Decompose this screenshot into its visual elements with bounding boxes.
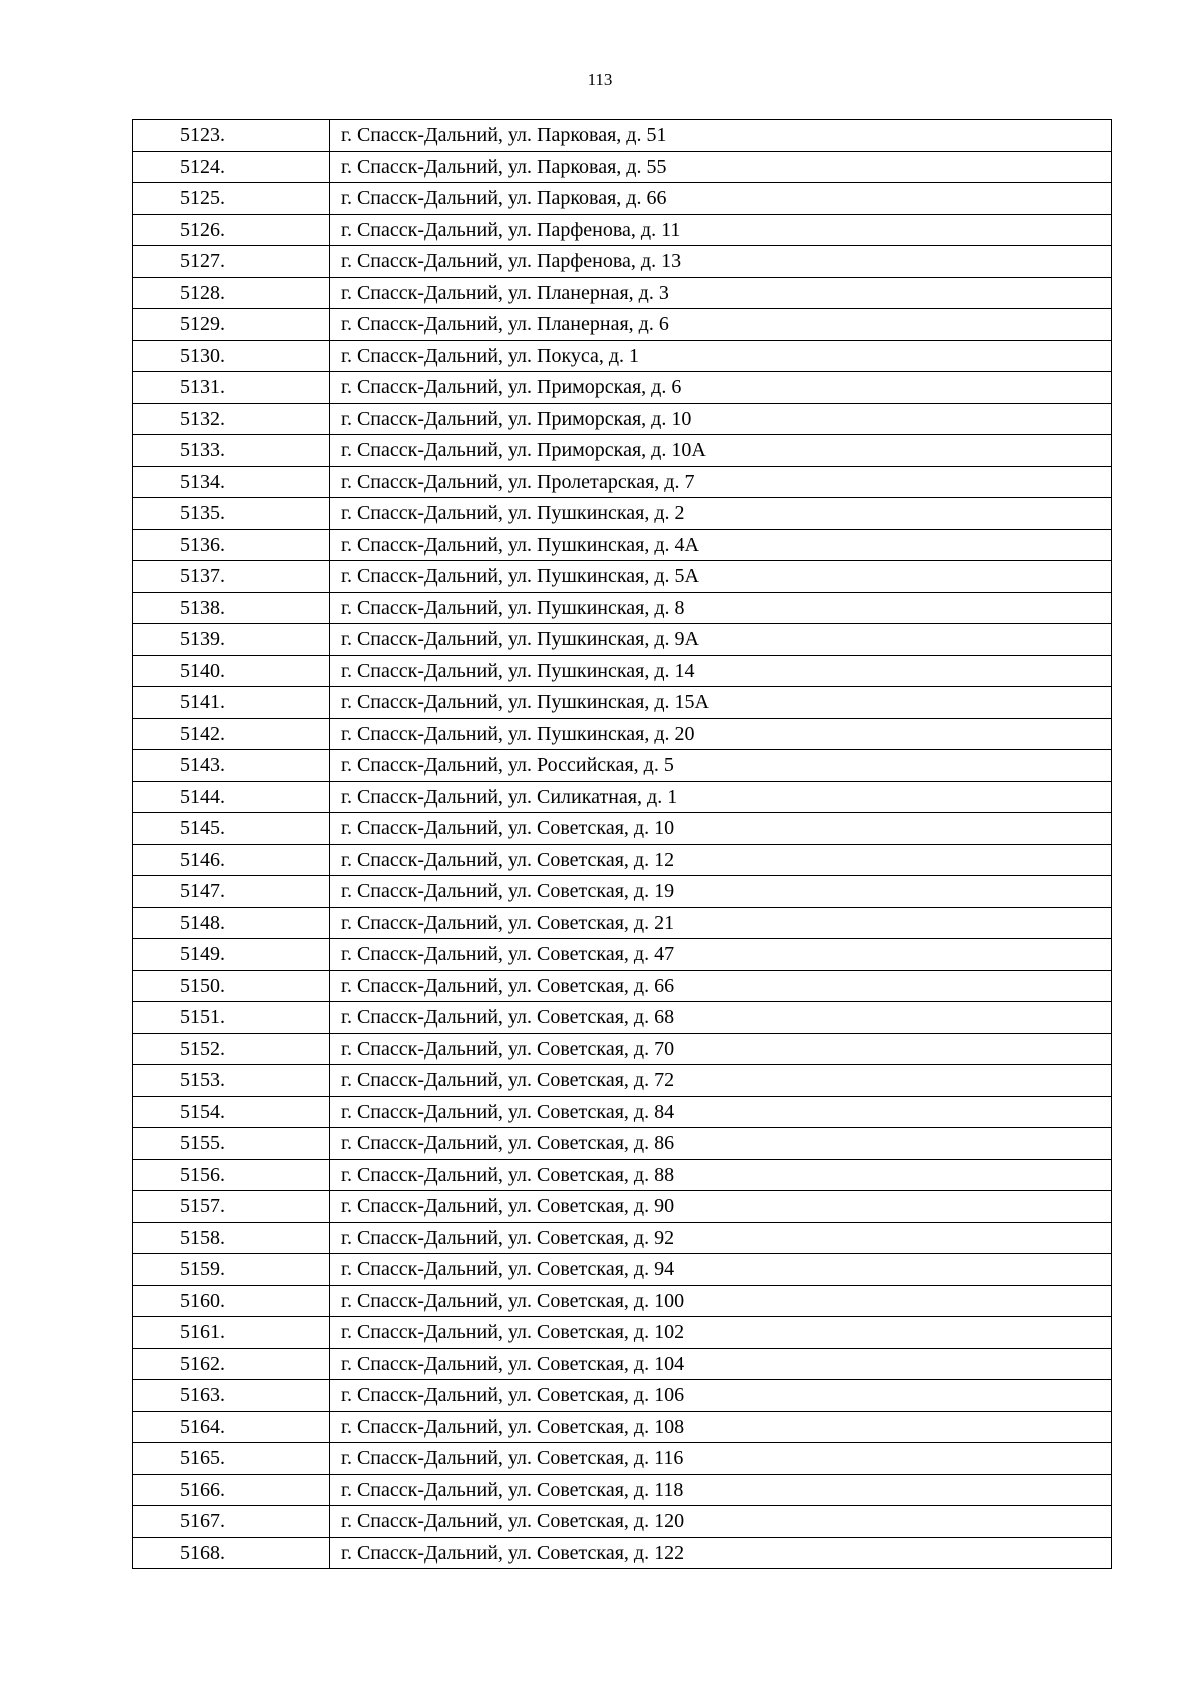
address-cell: г. Спасск-Дальний, ул. Пролетарская, д. 7 [330, 466, 1112, 498]
table-row [133, 1537, 1112, 1569]
row-number-cell: 5145. [133, 813, 330, 845]
address-cell: г. Спасск-Дальний, ул. Пушкинская, д. 14 [330, 655, 1112, 687]
row-number-cell: 5130. [133, 340, 330, 372]
address-cell: г. Спасск-Дальний, ул. Пушкинская, д. 15А [330, 687, 1112, 719]
table-row [133, 1443, 1112, 1475]
address-cell: г. Спасск-Дальний, ул. Силикатная, д. 1 [330, 781, 1112, 813]
row-number-cell: 5137. [133, 561, 330, 593]
address-cell: г. Спасск-Дальний, ул. Советская, д. 102 [330, 1317, 1112, 1349]
address-cell: г. Спасск-Дальний, ул. Приморская, д. 10А [330, 435, 1112, 467]
row-number-cell: 5149. [133, 939, 330, 971]
address-cell: г. Спасск-Дальний, ул. Советская, д. 116 [330, 1443, 1112, 1475]
table-row [133, 277, 1112, 309]
table-row [133, 183, 1112, 215]
row-number-cell: 5150. [133, 970, 330, 1002]
address-cell: г. Спасск-Дальний, ул. Планерная, д. 6 [330, 309, 1112, 341]
table-row [133, 214, 1112, 246]
address-cell: г. Спасск-Дальний, ул. Советская, д. 100 [330, 1285, 1112, 1317]
address-cell: г. Спасск-Дальний, ул. Советская, д. 122 [330, 1537, 1112, 1569]
address-cell: г. Спасск-Дальний, ул. Планерная, д. 3 [330, 277, 1112, 309]
row-number-cell: 5157. [133, 1191, 330, 1223]
table-row [133, 529, 1112, 561]
address-cell: г. Спасск-Дальний, ул. Пушкинская, д. 2 [330, 498, 1112, 530]
address-cell: г. Спасск-Дальний, ул. Пушкинская, д. 8 [330, 592, 1112, 624]
table-row [133, 1285, 1112, 1317]
table-row [133, 907, 1112, 939]
row-number-cell: 5131. [133, 372, 330, 404]
table-row [133, 340, 1112, 372]
row-number-cell: 5166. [133, 1474, 330, 1506]
row-number-cell: 5128. [133, 277, 330, 309]
table-row [133, 1506, 1112, 1538]
row-number-cell: 5147. [133, 876, 330, 908]
address-cell: г. Спасск-Дальний, ул. Советская, д. 72 [330, 1065, 1112, 1097]
row-number-cell: 5129. [133, 309, 330, 341]
table-row [133, 1411, 1112, 1443]
address-cell: г. Спасск-Дальний, ул. Парфенова, д. 13 [330, 246, 1112, 278]
row-number-cell: 5152. [133, 1033, 330, 1065]
row-number-cell: 5136. [133, 529, 330, 561]
row-number-cell: 5133. [133, 435, 330, 467]
row-number-cell: 5132. [133, 403, 330, 435]
row-number-cell: 5140. [133, 655, 330, 687]
address-cell: г. Спасск-Дальний, ул. Приморская, д. 10 [330, 403, 1112, 435]
address-cell: г. Спасск-Дальний, ул. Советская, д. 88 [330, 1159, 1112, 1191]
address-cell: г. Спасск-Дальний, ул. Советская, д. 106 [330, 1380, 1112, 1412]
table-row [133, 1159, 1112, 1191]
table-row [133, 718, 1112, 750]
address-cell: г. Спасск-Дальний, ул. Советская, д. 104 [330, 1348, 1112, 1380]
address-cell: г. Спасск-Дальний, ул. Советская, д. 118 [330, 1474, 1112, 1506]
address-cell: г. Спасск-Дальний, ул. Советская, д. 21 [330, 907, 1112, 939]
address-cell: г. Спасск-Дальний, ул. Пушкинская, д. 4А [330, 529, 1112, 561]
address-cell: г. Спасск-Дальний, ул. Советская, д. 66 [330, 970, 1112, 1002]
table-row [133, 1128, 1112, 1160]
row-number-cell: 5160. [133, 1285, 330, 1317]
address-cell: г. Спасск-Дальний, ул. Советская, д. 120 [330, 1506, 1112, 1538]
row-number-cell: 5161. [133, 1317, 330, 1349]
table-row [133, 1348, 1112, 1380]
address-cell: г. Спасск-Дальний, ул. Советская, д. 84 [330, 1096, 1112, 1128]
row-number-cell: 5163. [133, 1380, 330, 1412]
page-number: 113 [587, 70, 613, 89]
row-number-cell: 5138. [133, 592, 330, 624]
table-row [133, 1191, 1112, 1223]
address-cell: г. Спасск-Дальний, ул. Советская, д. 90 [330, 1191, 1112, 1223]
row-number-cell: 5146. [133, 844, 330, 876]
row-number-cell: 5162. [133, 1348, 330, 1380]
address-cell: г. Спасск-Дальний, ул. Парковая, д. 55 [330, 151, 1112, 183]
table-row [133, 372, 1112, 404]
address-cell: г. Спасск-Дальний, ул. Пушкинская, д. 20 [330, 718, 1112, 750]
table-row [133, 1254, 1112, 1286]
address-cell: г. Спасск-Дальний, ул. Пушкинская, д. 5А [330, 561, 1112, 593]
table-row [133, 435, 1112, 467]
address-cell: г. Спасск-Дальний, ул. Советская, д. 70 [330, 1033, 1112, 1065]
table-row [133, 655, 1112, 687]
address-cell: г. Спасск-Дальний, ул. Советская, д. 92 [330, 1222, 1112, 1254]
row-number-cell: 5126. [133, 214, 330, 246]
table-row [133, 970, 1112, 1002]
row-number-cell: 5135. [133, 498, 330, 530]
table-row [133, 498, 1112, 530]
row-number-cell: 5148. [133, 907, 330, 939]
table-row [133, 1222, 1112, 1254]
table-row [133, 466, 1112, 498]
address-cell: г. Спасск-Дальний, ул. Парфенова, д. 11 [330, 214, 1112, 246]
address-table-body [133, 120, 1112, 1569]
table-row [133, 1317, 1112, 1349]
address-table [132, 119, 1112, 1569]
address-cell: г. Спасск-Дальний, ул. Советская, д. 47 [330, 939, 1112, 971]
address-cell: г. Спасск-Дальний, ул. Российская, д. 5 [330, 750, 1112, 782]
table-row [133, 246, 1112, 278]
address-cell: г. Спасск-Дальний, ул. Покуса, д. 1 [330, 340, 1112, 372]
row-number-cell: 5124. [133, 151, 330, 183]
row-number-cell: 5142. [133, 718, 330, 750]
address-cell: г. Спасск-Дальний, ул. Советская, д. 68 [330, 1002, 1112, 1034]
row-number-cell: 5127. [133, 246, 330, 278]
row-number-cell: 5159. [133, 1254, 330, 1286]
table-row [133, 403, 1112, 435]
address-cell: г. Спасск-Дальний, ул. Приморская, д. 6 [330, 372, 1112, 404]
row-number-cell: 5164. [133, 1411, 330, 1443]
table-row [133, 939, 1112, 971]
table-row [133, 687, 1112, 719]
table-row [133, 876, 1112, 908]
table-row [133, 1474, 1112, 1506]
row-number-cell: 5143. [133, 750, 330, 782]
table-row [133, 813, 1112, 845]
address-cell: г. Спасск-Дальний, ул. Пушкинская, д. 9А [330, 624, 1112, 656]
table-row [133, 1033, 1112, 1065]
address-cell: г. Спасск-Дальний, ул. Советская, д. 12 [330, 844, 1112, 876]
table-row [133, 1002, 1112, 1034]
table-row [133, 151, 1112, 183]
table-row [133, 1065, 1112, 1097]
address-cell: г. Спасск-Дальний, ул. Советская, д. 10 [330, 813, 1112, 845]
table-row [133, 1096, 1112, 1128]
address-cell: г. Спасск-Дальний, ул. Парковая, д. 66 [330, 183, 1112, 215]
table-row [133, 844, 1112, 876]
row-number-cell: 5144. [133, 781, 330, 813]
address-cell: г. Спасск-Дальний, ул. Советская, д. 94 [330, 1254, 1112, 1286]
address-cell: г. Спасск-Дальний, ул. Парковая, д. 51 [330, 120, 1112, 152]
row-number-cell: 5167. [133, 1506, 330, 1538]
table-row [133, 750, 1112, 782]
table-row [133, 781, 1112, 813]
table-row [133, 309, 1112, 341]
row-number-cell: 5153. [133, 1065, 330, 1097]
table-row [133, 1380, 1112, 1412]
row-number-cell: 5139. [133, 624, 330, 656]
row-number-cell: 5154. [133, 1096, 330, 1128]
row-number-cell: 5141. [133, 687, 330, 719]
row-number-cell: 5134. [133, 466, 330, 498]
row-number-cell: 5165. [133, 1443, 330, 1475]
row-number-cell: 5125. [133, 183, 330, 215]
address-cell: г. Спасск-Дальний, ул. Советская, д. 108 [330, 1411, 1112, 1443]
row-number-cell: 5123. [133, 120, 330, 152]
row-number-cell: 5155. [133, 1128, 330, 1160]
address-cell: г. Спасск-Дальний, ул. Советская, д. 19 [330, 876, 1112, 908]
table-row [133, 561, 1112, 593]
row-number-cell: 5151. [133, 1002, 330, 1034]
table-row [133, 120, 1112, 152]
table-row [133, 592, 1112, 624]
row-number-cell: 5168. [133, 1537, 330, 1569]
address-cell: г. Спасск-Дальний, ул. Советская, д. 86 [330, 1128, 1112, 1160]
table-row [133, 624, 1112, 656]
row-number-cell: 5156. [133, 1159, 330, 1191]
row-number-cell: 5158. [133, 1222, 330, 1254]
